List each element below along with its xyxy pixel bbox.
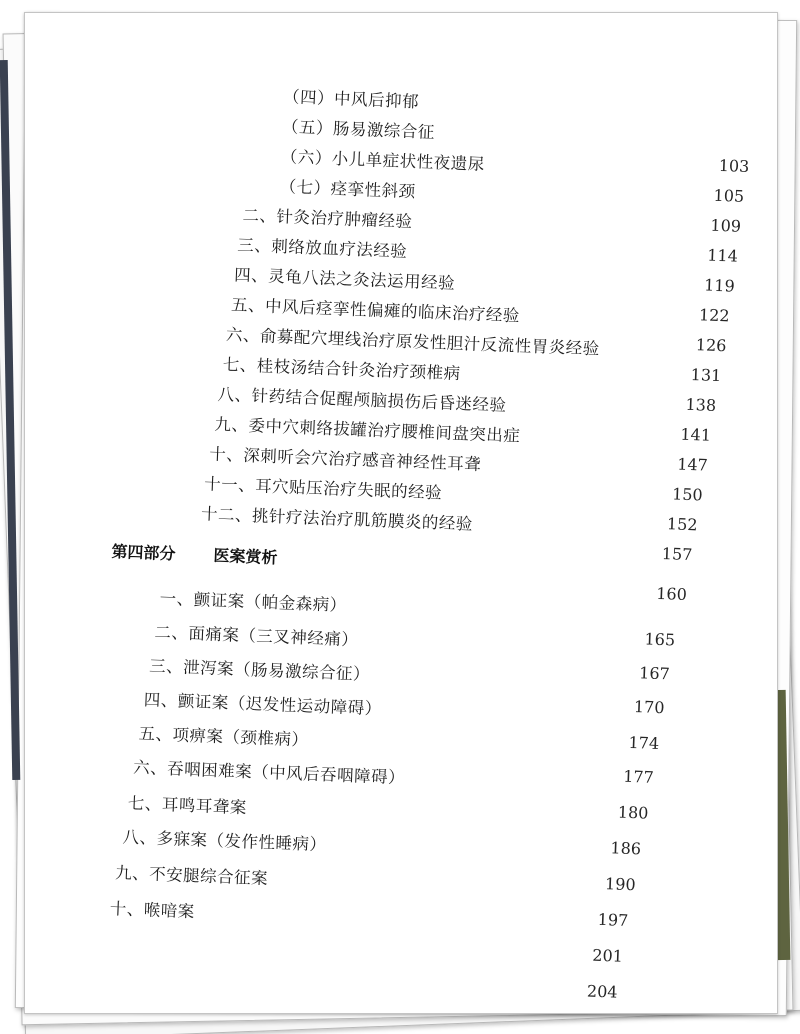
toc-entry-page: 186 bbox=[610, 838, 642, 859]
toc-page bbox=[24, 12, 778, 1014]
toc-entry-page: 126 bbox=[695, 335, 727, 356]
toc-entry-page: 105 bbox=[713, 185, 745, 206]
toc-entry-page: 103 bbox=[718, 155, 750, 177]
toc-entry-label: （七）痉挛性斜颈 bbox=[279, 177, 416, 202]
table-of-contents bbox=[24, 12, 778, 1014]
toc-entry-label: （五）肠易激综合征 bbox=[281, 117, 436, 142]
toc-entry-page: 167 bbox=[638, 663, 671, 684]
toc-entry-page: 122 bbox=[698, 305, 730, 326]
toc-entry-label: 三、刺络放血疗法经验 bbox=[237, 235, 408, 262]
toc-entry-label: 九、委中穴刺络拔罐治疗腰椎间盘突出症 bbox=[214, 414, 521, 446]
toc-entry-page: 131 bbox=[690, 364, 722, 386]
toc-entry-label: （四）中风后抑郁 bbox=[282, 87, 420, 112]
toc-entry-label: 四、灵龟八法之灸法运用经验 bbox=[233, 265, 456, 293]
toc-entry-page: 174 bbox=[628, 732, 660, 754]
toc-entry-label: 八、针药结合促醒颅脑损伤后昏迷经验 bbox=[217, 384, 507, 415]
toc-entry-label: 一、颤证案（帕金森病） bbox=[159, 588, 347, 615]
toc-entry-label: 九、不安腿综合征案 bbox=[114, 863, 269, 889]
toc-entry-page: 147 bbox=[676, 454, 709, 475]
toc-entry-page: 119 bbox=[703, 275, 736, 296]
section-title: 医案赏析 bbox=[213, 545, 278, 568]
toc-entry-page: 150 bbox=[671, 484, 704, 505]
toc-entry-page: 141 bbox=[680, 424, 712, 445]
toc-entry-page: 190 bbox=[604, 874, 637, 895]
toc-entry-page: 197 bbox=[597, 909, 629, 930]
toc-entry-label: 十、喉喑案 bbox=[109, 899, 196, 922]
toc-entry-label: 七、桂枝汤结合针灸治疗颈椎病 bbox=[222, 355, 461, 384]
toc-entry-label: 六、吞咽困难案（中风后吞咽障碍） bbox=[132, 757, 406, 788]
toc-entry-label: 二、面痛案（三叉神经痛） bbox=[154, 622, 359, 650]
toc-entry-page: 109 bbox=[710, 215, 742, 236]
section-heading bbox=[111, 539, 278, 568]
toc-entry-page: 152 bbox=[666, 514, 698, 535]
toc-entry-label: 七、耳鸣耳聋案 bbox=[127, 793, 248, 818]
toc-entry-label: （六）小儿单症状性夜遗尿 bbox=[280, 147, 486, 174]
toc-entry-label: 十、深刺听会穴治疗感音神经性耳聋 bbox=[208, 444, 482, 474]
toc-entry-label: 十二、挑针疗法治疗肌筋膜炎的经验 bbox=[200, 504, 474, 534]
toc-entry-page: 170 bbox=[633, 697, 665, 718]
toc-entry-label: 五、项痹案（颈椎病） bbox=[138, 724, 309, 750]
toc-entry-page: 114 bbox=[706, 245, 739, 266]
section-part-number: 第四部分 bbox=[111, 541, 176, 564]
toc-entry-label: 三、泄泻案（肠易激综合征） bbox=[148, 656, 371, 684]
toc-entry-label: 四、颤证案（迟发性运动障碍） bbox=[143, 690, 383, 719]
toc-entry-page: 138 bbox=[685, 394, 717, 415]
toc-entry-label: 二、针灸治疗肿瘤经验 bbox=[242, 205, 413, 232]
section-heading-page: 160 bbox=[655, 583, 688, 604]
toc-entry-page: 177 bbox=[622, 766, 655, 787]
toc-trailing-page: 204 bbox=[586, 981, 618, 1002]
toc-entry-page: 157 bbox=[661, 544, 693, 565]
toc-entry-page: 201 bbox=[592, 945, 624, 966]
toc-entry-label: 八、多寐案（发作性睡病） bbox=[122, 827, 327, 855]
toc-entry-page: 180 bbox=[617, 802, 649, 823]
toc-entry-label: 五、中风后痉挛性偏瘫的临床治疗经验 bbox=[230, 295, 521, 326]
toc-entry-label: 十一、耳穴贴压治疗失眠的经验 bbox=[203, 474, 443, 503]
toc-entry-label: 六、俞募配穴埋线治疗原发性胆汁反流性胃炎经验 bbox=[225, 325, 601, 359]
toc-entry-page: 165 bbox=[644, 629, 676, 650]
